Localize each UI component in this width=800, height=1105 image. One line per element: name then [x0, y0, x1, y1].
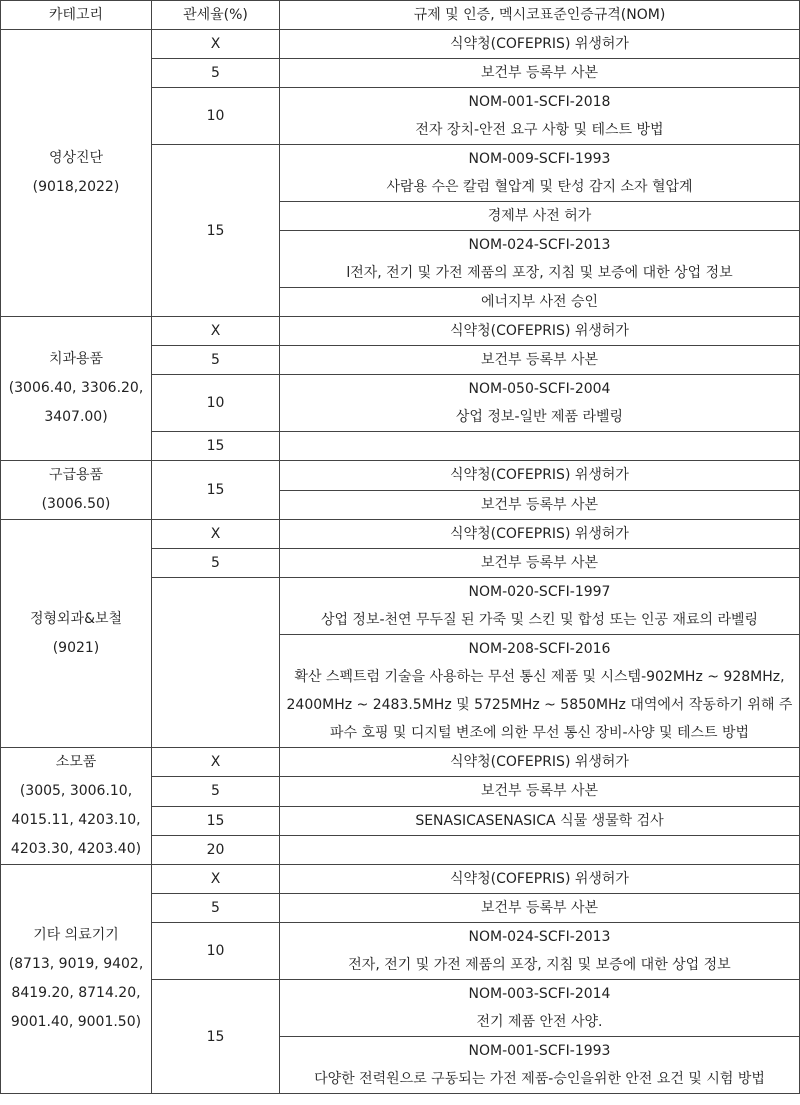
- regulation-line: 식약청(COFEPRIS) 위생허가: [450, 36, 629, 52]
- category-codes: (9021): [52, 639, 100, 656]
- tariff-cell-empty: [152, 578, 280, 748]
- regulation-cell: [280, 30, 800, 59]
- regulation-cell: [280, 578, 800, 635]
- regulation-cell: [280, 923, 800, 980]
- header-category: 카테고리: [1, 1, 152, 30]
- regulation-line: 식약청(COFEPRIS) 위생허가: [450, 754, 629, 771]
- regulation-line: 확산 스펙트럼 기술을 사용하는 무선 통신 제품 및 시스템-902MHz ~ 928MHz,: [294, 669, 785, 685]
- regulation-line: 식약청(COFEPRIS) 위생허가: [450, 323, 629, 339]
- regulation-line: 식약청(COFEPRIS) 위생허가: [450, 467, 629, 484]
- regulation-line: SENASICASENASICA 식물 생물학 검사: [415, 812, 664, 829]
- regulation-line: 보건부 등록부 사본: [480, 900, 599, 916]
- tariff-cell: 15: [152, 461, 280, 520]
- tariff-cell: 5: [152, 549, 280, 578]
- table-row: [1, 317, 800, 346]
- regulation-line: 전기 제품 안전 사양.: [476, 1014, 603, 1030]
- regulation-cell: [280, 520, 800, 549]
- regulation-line: 다양한 전력원으로 구동되는 가전 제품-승인을위한 안전 요건 및 시험 방법: [314, 1071, 765, 1087]
- regulation-line: 경제부 사전 허가: [487, 208, 592, 224]
- regulation-line: 상업 정보-천연 무두질 된 가죽 및 스킨 및 합성 또는 인공 재료의 라벨링: [320, 612, 759, 628]
- regulation-line: 파수 호핑 및 디지털 변조에 의한 무선 통신 장비-사양 및 테스트 방법: [329, 725, 750, 741]
- tariff-cell: 20: [152, 835, 280, 864]
- regulation-code: NOM-024-SCFI-2013: [468, 237, 611, 253]
- category-cell: [1, 520, 152, 748]
- category-name: 기타 의료기기: [33, 927, 119, 943]
- tariff-cell: 10: [152, 88, 280, 145]
- category-name: 소모품: [55, 754, 97, 770]
- regulation-line: 상업 정보-일반 제품 라벨링: [455, 409, 624, 425]
- regulation-line: 보건부 등록부 사본: [480, 783, 599, 800]
- category-name: 정형외과&보철: [29, 610, 123, 627]
- regulation-line: 보건부 등록부 사본: [480, 65, 599, 81]
- category-cell: [1, 461, 152, 520]
- tariff-cell: 15: [152, 806, 280, 835]
- regulation-cell: [280, 317, 800, 346]
- category-codes: (3006.50): [41, 496, 111, 512]
- regulation-line: 식약청(COFEPRIS) 위생허가: [450, 871, 629, 887]
- category-codes: 4015.11, 4203.10,: [11, 812, 141, 828]
- regulation-cell: [280, 980, 800, 1037]
- category-codes: (3006.40, 3306.20,: [8, 380, 144, 396]
- tariff-cell: X: [152, 520, 280, 549]
- regulation-code: NOM-009-SCFI-1993: [468, 151, 611, 167]
- regulation-cell: [280, 806, 800, 835]
- table-row: [1, 30, 800, 59]
- tariff-cell: 5: [152, 777, 280, 806]
- regulation-cell: [280, 865, 800, 894]
- regulation-cell: [280, 461, 800, 491]
- regulation-code: NOM-020-SCFI-1997: [468, 584, 611, 600]
- regulation-cell: [280, 375, 800, 432]
- category-codes: 3407.00): [44, 409, 108, 425]
- tariff-cell: X: [152, 748, 280, 777]
- regulation-cell: [280, 231, 800, 288]
- regulation-cell: [280, 1037, 800, 1094]
- regulation-cell: [280, 145, 800, 202]
- tariff-cell: X: [152, 317, 280, 346]
- regulation-line: 전자 장치-안전 요구 사항 및 테스트 방법: [415, 122, 664, 138]
- regulation-code: NOM-024-SCFI-2013: [468, 929, 611, 945]
- category-cell: [1, 317, 152, 461]
- header-regulation: 규제 및 인증, 멕시코표준인증규격(NOM): [280, 1, 800, 30]
- regulation-cell-empty: [280, 432, 800, 461]
- regulation-cell: [280, 490, 800, 520]
- table-row: [1, 865, 800, 894]
- regulation-cell-empty: [280, 835, 800, 864]
- category-codes: (8713, 9019, 9402,: [8, 956, 144, 972]
- regulation-cell: [280, 748, 800, 777]
- category-name: 구급용품: [48, 467, 104, 483]
- tariff-cell: 15: [152, 145, 280, 317]
- regulation-line: 보건부 등록부 사본: [480, 496, 599, 513]
- tariff-cell: 15: [152, 432, 280, 461]
- header-tariff: 관세율(%): [152, 1, 280, 30]
- tariff-cell: 5: [152, 346, 280, 375]
- category-cell: [1, 865, 152, 1094]
- regulation-cell: [280, 635, 800, 748]
- regulation-line: 사람용 수은 칼럼 혈압계 및 탄성 감지 소자 혈압계: [386, 179, 693, 195]
- category-codes: 9001.40, 9001.50): [10, 1014, 142, 1030]
- regulation-line: 2400MHz ~ 2483.5MHz 및 5725MHz ~ 5850MHz 대역에서 작동하기 위해 주: [286, 697, 793, 713]
- category-codes: 4203.30, 4203.40): [10, 841, 142, 857]
- table-row: [1, 520, 800, 549]
- table-row: [1, 748, 800, 777]
- regulation-cell: [280, 202, 800, 231]
- regulation-cell: [280, 549, 800, 578]
- regulation-cell: [280, 88, 800, 145]
- regulation-cell: [280, 346, 800, 375]
- regulation-line: 보건부 등록부 사본: [480, 352, 599, 368]
- tariff-cell: X: [152, 30, 280, 59]
- header-row: [1, 1, 800, 30]
- regulation-code: NOM-001-SCFI-1993: [468, 1043, 611, 1059]
- category-cell: [1, 30, 152, 317]
- category-name: 치과용품: [48, 351, 104, 367]
- table-row: [1, 461, 800, 491]
- regulation-code: NOM-001-SCFI-2018: [468, 94, 611, 110]
- regulation-cell: [280, 59, 800, 88]
- regulation-line: 에너지부 사전 승인: [480, 294, 599, 310]
- tariff-cell: 10: [152, 375, 280, 432]
- category-cell: [1, 748, 152, 865]
- regulation-line: 식약청(COFEPRIS) 위생허가: [450, 526, 629, 542]
- regulation-code: NOM-003-SCFI-2014: [468, 986, 611, 1002]
- regulation-line: 전자, 전기 및 가전 제품의 포장, 지침 및 보증에 대한 상업 정보: [348, 957, 731, 973]
- category-name: 영상진단: [48, 150, 104, 166]
- regulation-cell: [280, 777, 800, 806]
- regulation-cell: [280, 894, 800, 923]
- tariff-cell: 5: [152, 894, 280, 923]
- regulation-cell: [280, 288, 800, 317]
- tariff-cell: X: [152, 865, 280, 894]
- category-codes: (3005, 3006.10,: [19, 783, 133, 799]
- regulation-line: 보건부 등록부 사본: [480, 555, 599, 571]
- tariff-cell: 5: [152, 59, 280, 88]
- tariff-cell: 15: [152, 980, 280, 1094]
- category-codes: (9018,2022): [32, 179, 120, 195]
- regulation-code: NOM-050-SCFI-2004: [468, 381, 611, 397]
- tariff-cell: 10: [152, 923, 280, 980]
- regulation-line: l전자, 전기 및 가전 제품의 포장, 지침 및 보증에 대한 상업 정보: [346, 265, 733, 281]
- category-codes: 8419.20, 8714.20,: [11, 985, 141, 1001]
- regulation-code: NOM-208-SCFI-2016: [468, 641, 611, 657]
